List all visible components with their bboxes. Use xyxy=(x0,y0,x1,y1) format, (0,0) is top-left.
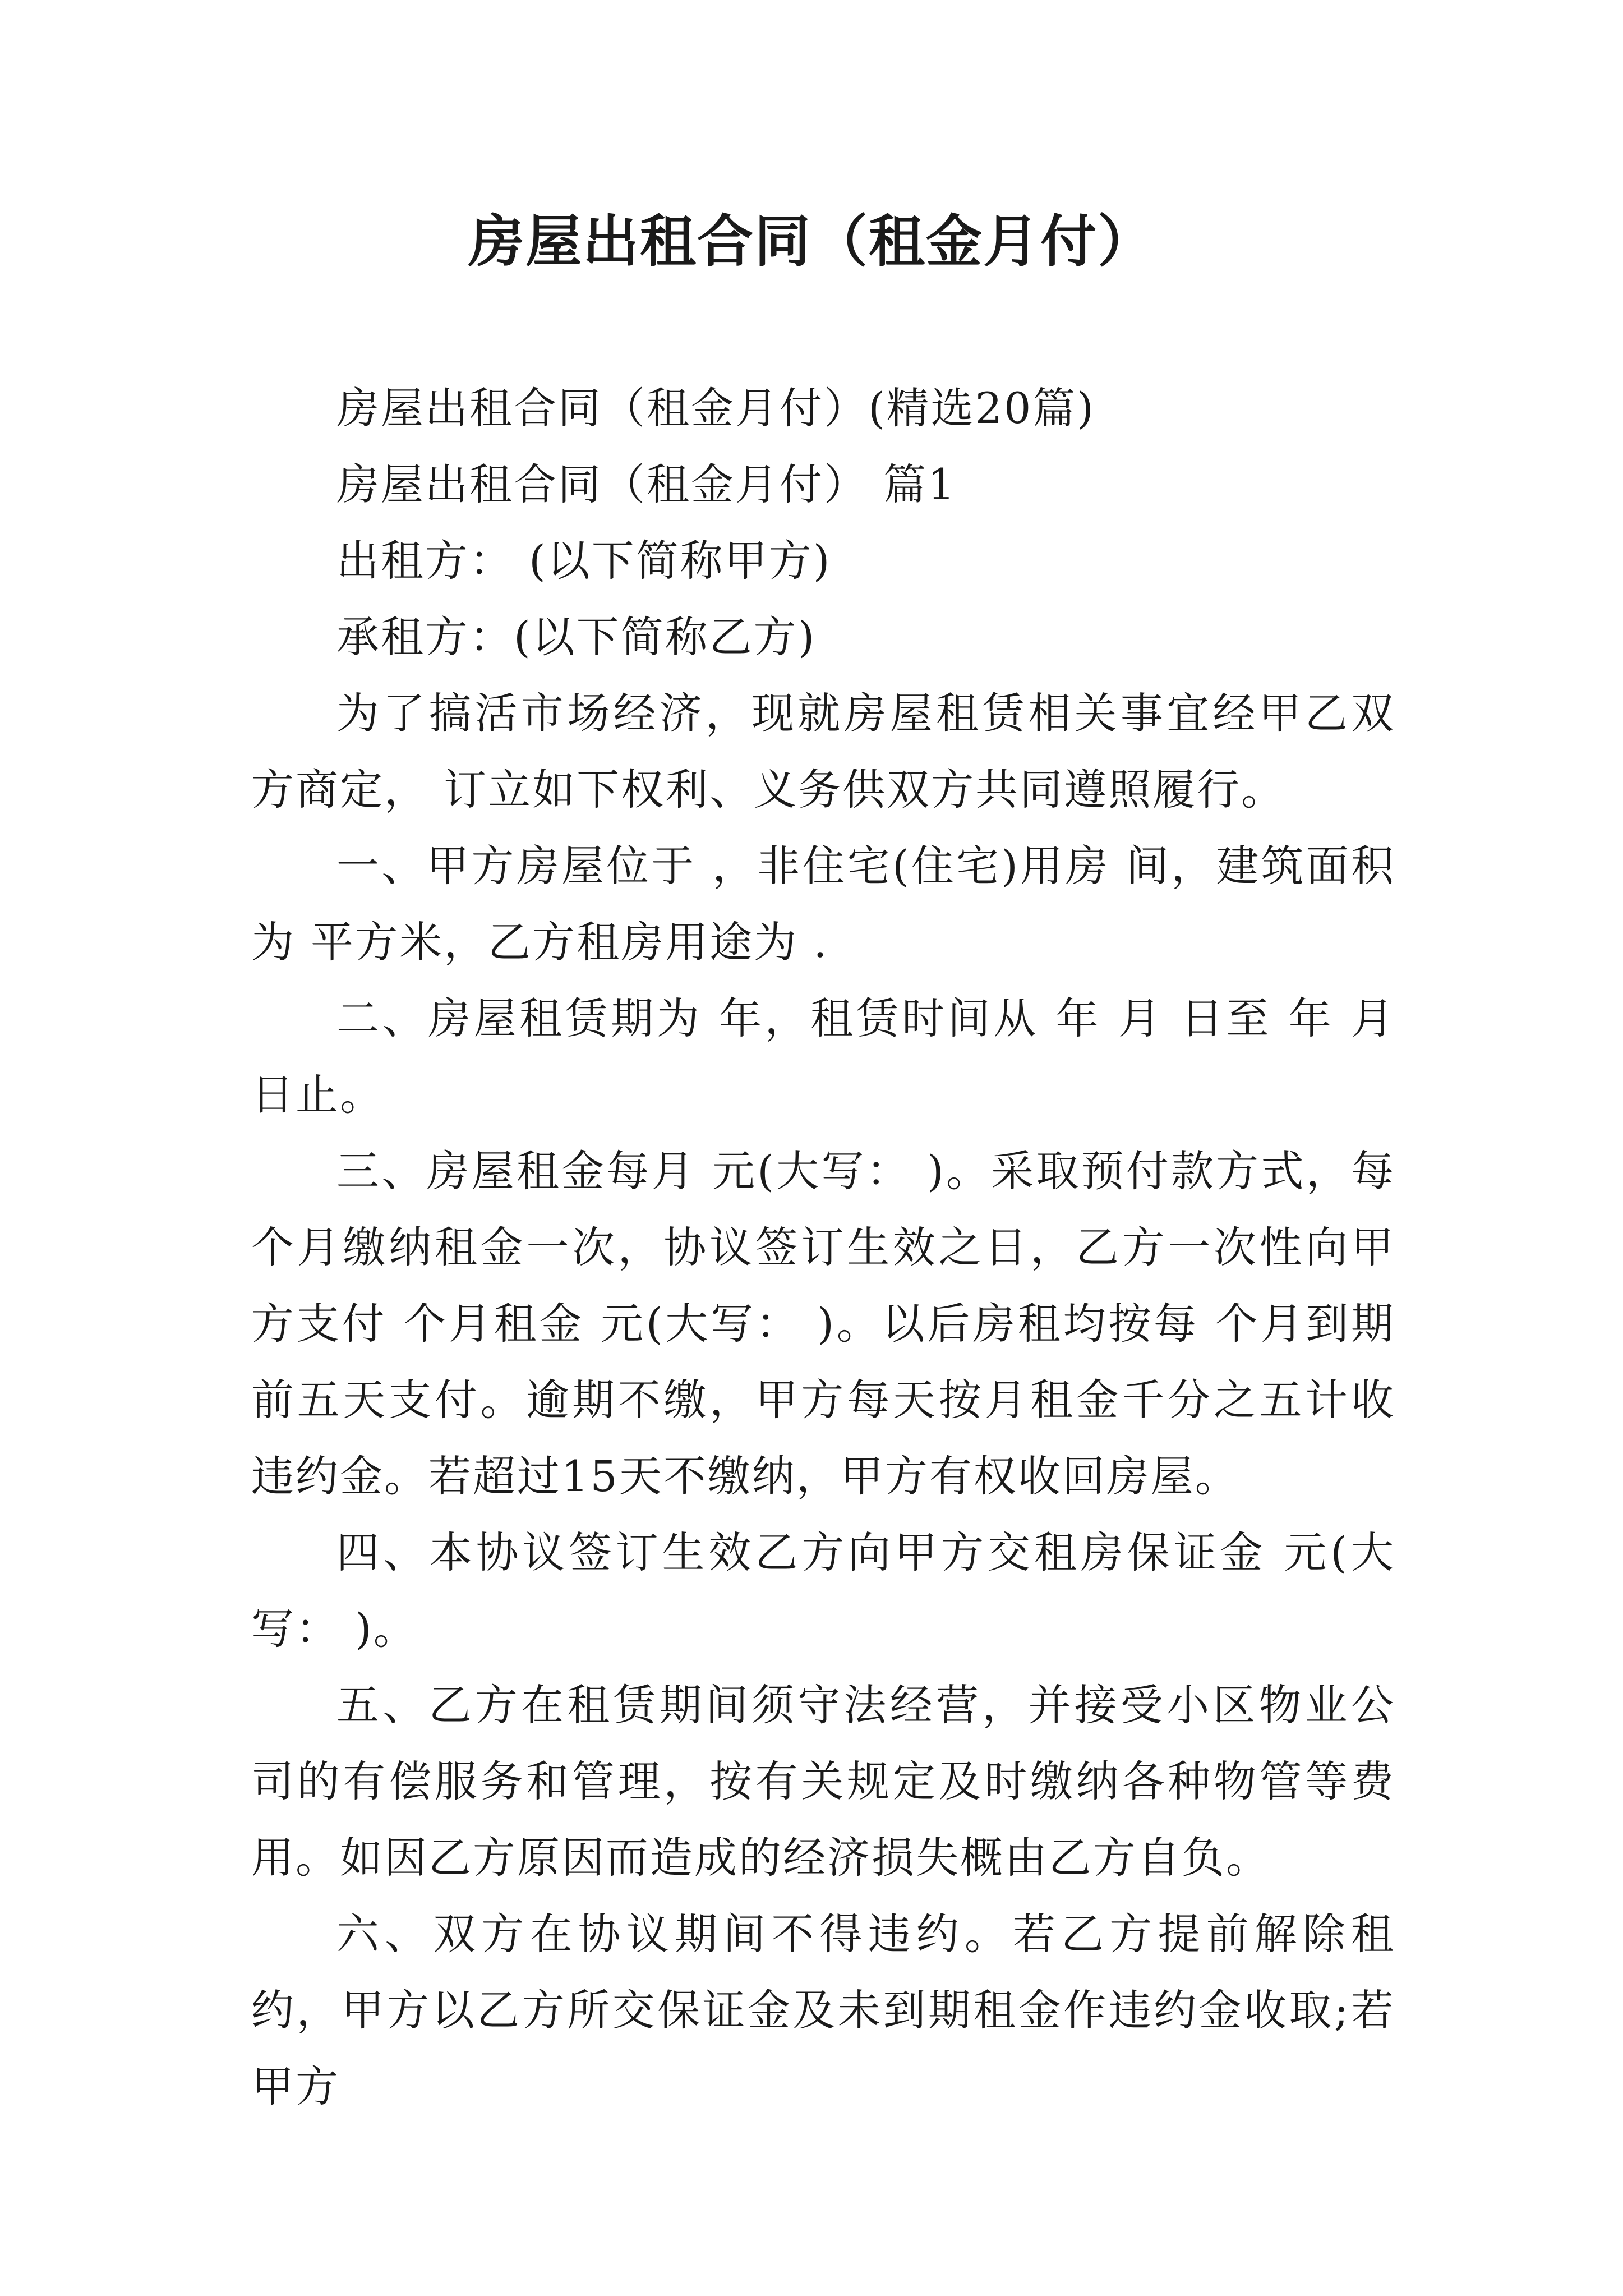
paragraph: 二、房屋租赁期为 年，租赁时间从 年 月 日至 年 月 日止。 xyxy=(251,993,1395,1120)
paragraph: 六、双方在协议期间不得违约。若乙方提前解除租约，甲方以乙方所交保证金及未到期租金作违约金收取;若甲方 xyxy=(251,1909,1395,2111)
paragraph: 三、房屋租金每月 元(大写： )。采取预付款方式，每 个月缴纳租金一次，协议签订生效之日，乙方一次性向甲方支付 个月租金 元(大写： )。以后房租均按每 个月到期前五天支付。逾期不缴，甲方每天按月租金千分之五计收违约金。若超过15天不缴纳，甲方有权收回房屋。 xyxy=(251,1146,1395,1501)
paragraph: 房屋出租合同（租金月付）(精选20篇) xyxy=(336,383,1096,433)
paragraph: 一、甲方房屋位于 ，非住宅(住宅)用房 间，建筑面积为 平方米，乙方租房用途为 . xyxy=(251,841,1395,967)
paragraph: 五、乙方在租赁期间须守法经营，并接受小区物业公司的有偿服务和管理，按有关规定及时缴纳各种物管等费用。如因乙方原因而造成的经济损失概由乙方自负。 xyxy=(251,1680,1395,1883)
paragraph: 承租方：(以下简称乙方) xyxy=(336,612,817,662)
paragraph: 四、本协议签订生效乙方向甲方交租房保证金 元(大写： )。 xyxy=(251,1527,1395,1654)
paragraph: 房屋出租合同（租金月付） 篇1 xyxy=(336,459,957,509)
document-title: 房屋出租合同（租金月付） xyxy=(468,208,1155,274)
document-body xyxy=(251,370,1395,2125)
paragraph: 出租方： (以下简称甲方) xyxy=(336,536,832,586)
paragraph: 为了搞活市场经济，现就房屋租赁相关事宜经甲乙双方商定， 订立如下权利、义务供双方共同遵照履行。 xyxy=(251,688,1395,815)
